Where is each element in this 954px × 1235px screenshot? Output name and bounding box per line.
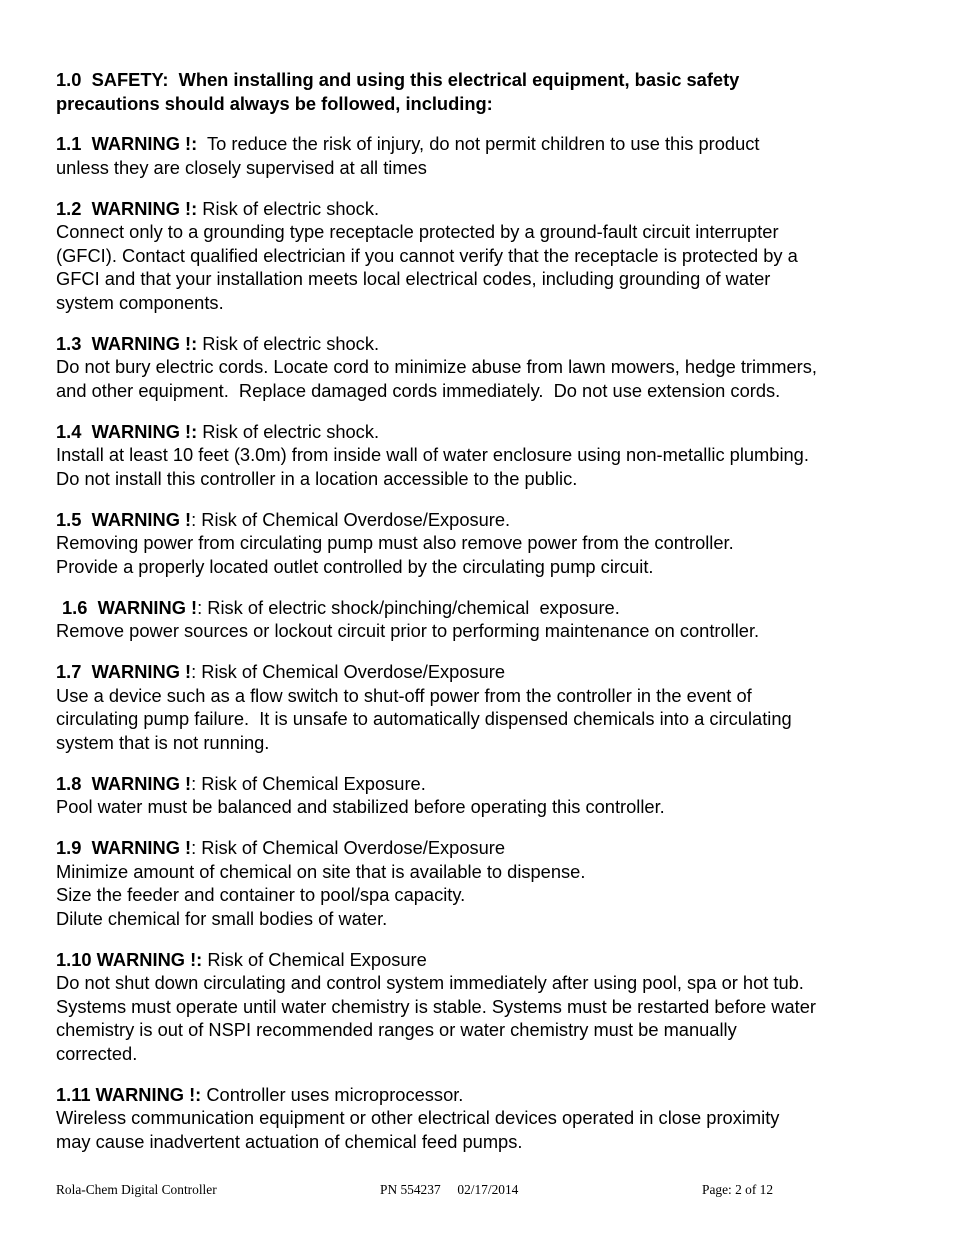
warning-text-line: Install at least 10 feet (3.0m) from inside wall of water enclosure using non-metallic plumbing.: [56, 444, 809, 465]
warning-label: 1.9 WARNING !: [56, 837, 192, 858]
warning-text-line: Minimize amount of chemical on site that is available to dispense.: [56, 860, 586, 882]
warning-summary: Controller uses microprocessor.: [201, 1083, 464, 1105]
warning-1-11: [56, 1083, 916, 1154]
warning-1-5: [56, 508, 916, 579]
warning-text-line: Pool water must be balanced and stabilized before operating this controller.: [56, 796, 665, 817]
warning-text-line: circulating pump failure. It is unsafe to automatically dispensed chemicals into a circulating: [56, 708, 792, 729]
warning-label: 1.6 WARNING !: [62, 596, 198, 618]
footer-page-number: Page: 2 of 12: [702, 1182, 774, 1197]
warning-text-line: Use a device such as a flow switch to shut-off power from the controller in the event of: [56, 684, 752, 706]
warning-text-line: Size the feeder and container to pool/spa capacity.: [56, 884, 466, 905]
warning-label: 1.10 WARNING !:: [56, 948, 203, 970]
warning-1-7: [56, 660, 916, 754]
warning-1-3: [56, 332, 916, 403]
warning-text-line: may cause inadvertent actuation of chemical feed pumps.: [56, 1130, 523, 1152]
warning-summary: Risk of electric shock.: [197, 420, 380, 442]
warning-text-line: Systems must operate until water chemistry is stable. Systems must be restarted before water: [56, 995, 816, 1017]
safety-heading-line-2: precautions should always be followed, including:: [56, 92, 493, 114]
warning-text-line: Wireless communication equipment or other electrical devices operated in close proximity: [56, 1107, 780, 1128]
warning-1-8: [56, 772, 916, 819]
warning-text-line: GFCI and that your installation meets local electrical codes, including grounding of water: [56, 268, 771, 289]
warning-1-1: [56, 132, 916, 179]
footer-product-name: Rola-Chem Digital Controller: [56, 1182, 217, 1197]
warning-1-4: [56, 420, 916, 491]
warning-1-2: [56, 197, 916, 315]
warning-label: 1.2 WARNING !:: [56, 197, 198, 219]
warning-text-line: system components.: [56, 291, 224, 313]
warning-label: 1.5 WARNING !: [56, 508, 192, 530]
warning-label: 1.7 WARNING !: [56, 661, 192, 682]
safety-heading: [56, 68, 916, 115]
warning-label: 1.1 WARNING !:: [56, 133, 198, 154]
warning-summary: : Risk of Chemical Overdose/Exposure: [191, 837, 506, 858]
warning-summary: : Risk of Chemical Exposure.: [191, 772, 426, 794]
warning-text-line: Do not install this controller in a location accessible to the public.: [56, 467, 578, 489]
warning-summary: : Risk of electric shock/pinching/chemical exposure.: [197, 596, 620, 618]
warning-text-line: Do not shut down circulating and control system immediately after using pool, spa or hot tub.: [56, 972, 804, 993]
warning-text-line: and other equipment. Replace damaged cords immediately. Do not use extension cords.: [56, 379, 781, 401]
warning-text-line: Remove power sources or lockout circuit prior to performing maintenance on controller.: [56, 620, 760, 641]
warning-1-10: [56, 948, 916, 1066]
warning-text-line: Connect only to a grounding type receptacle protected by a ground-fault circuit interrupter: [56, 221, 779, 242]
warning-text-line: Removing power from circulating pump must also remove power from the controller.: [56, 532, 734, 553]
warning-text-line: Do not bury electric cords. Locate cord to minimize abuse from lawn mowers, hedge trimmers,: [56, 356, 817, 377]
warning-text-line: system that is not running.: [56, 731, 270, 753]
warning-summary: : Risk of Chemical Overdose/Exposure.: [191, 508, 511, 530]
footer-part-number-date: PN 554237 02/17/2014: [380, 1182, 519, 1197]
warning-summary: Risk of electric shock.: [197, 332, 380, 354]
warning-text-line: unless they are closely supervised at all times: [56, 156, 427, 178]
warning-summary: Risk of Chemical Exposure: [202, 948, 427, 970]
warning-1-9: [56, 836, 916, 930]
warning-text-line: Dilute chemical for small bodies of water.: [56, 907, 388, 929]
warning-summary: Risk of electric shock.: [197, 197, 380, 219]
warning-label: 1.11 WARNING !:: [56, 1083, 202, 1105]
warning-summary: : Risk of Chemical Overdose/Exposure: [191, 661, 506, 682]
warning-1-6: [56, 596, 916, 643]
warning-label: 1.8 WARNING !: [56, 772, 192, 794]
warning-text-line: Provide a properly located outlet controlled by the circulating pump circuit.: [56, 555, 654, 577]
warning-text-line: (GFCI). Contact qualified electrician if you cannot verify that the receptacle is protected by a: [56, 244, 798, 266]
safety-heading-line-1: 1.0 SAFETY: When installing and using this electrical equipment, basic safety: [56, 69, 740, 90]
warning-label: 1.3 WARNING !:: [56, 332, 198, 354]
document-page: [56, 68, 916, 1171]
warning-summary: To reduce the risk of injury, do not permit children to use this product: [197, 133, 760, 154]
warning-text-line: chemistry is out of NSPI recommended ranges or water chemistry must be manually: [56, 1019, 737, 1040]
warning-text-line: corrected.: [56, 1042, 138, 1064]
warning-label: 1.4 WARNING !:: [56, 420, 198, 442]
page-footer: [56, 1182, 916, 1200]
